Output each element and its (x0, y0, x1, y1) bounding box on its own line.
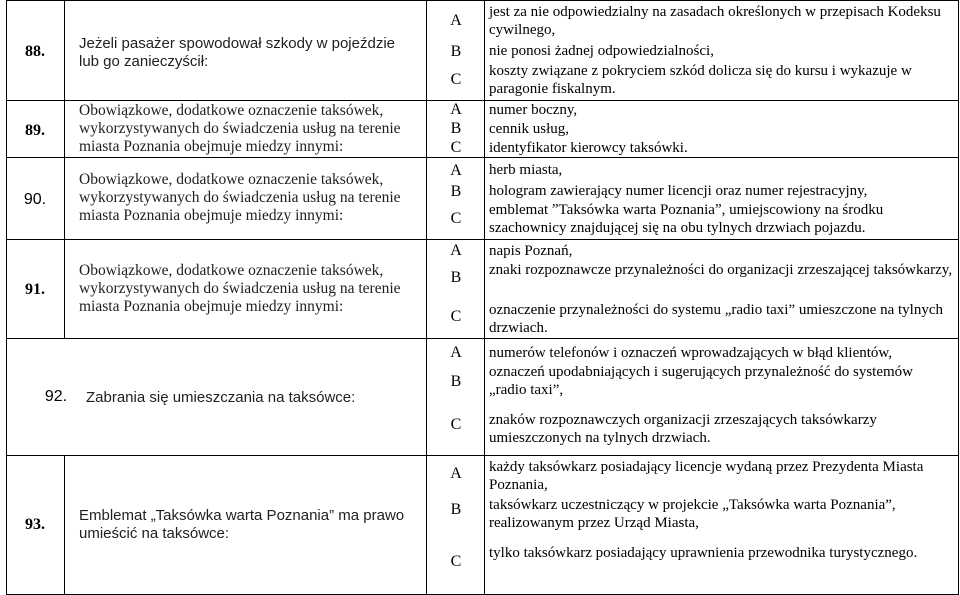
question-number: 92. (44, 388, 68, 405)
divider (958, 100, 959, 157)
answer-text: emblemat ˮTaksówka warta Poznaniaˮ, umiejscowiony na środku szachownicy znajdującej się na obu tylnych drzwiach pojazdu. (489, 202, 884, 236)
answer-text: herb miasta, (489, 162, 563, 178)
answer-text: taksówkarz uczestniczący w projekcie „Taksówka warta Poznania”, realizowanym przez Urząd Miasta, (489, 497, 896, 531)
answer-text: znaki rozpoznawcze przynależności do organizacji zrzeszającej taksówkarzy, (489, 262, 953, 278)
question-number: 91. (25, 281, 45, 298)
divider (426, 239, 427, 338)
answer-letter: B (450, 269, 462, 286)
answer-letter: B (450, 183, 462, 200)
answer-letter: A (450, 12, 462, 29)
divider (6, 338, 7, 455)
divider (6, 455, 959, 456)
answer-letter: C (450, 308, 462, 325)
divider (958, 338, 959, 455)
question-91 (0, 239, 960, 338)
question-number: 88. (25, 43, 45, 60)
divider (426, 338, 427, 455)
divider (426, 157, 427, 239)
answer-letter: A (450, 344, 462, 361)
divider (426, 455, 427, 595)
divider (484, 0, 485, 100)
divider (64, 0, 65, 100)
answer-letter: C (450, 416, 462, 433)
divider (64, 239, 65, 338)
answer-letter: A (450, 242, 462, 259)
question-text: Obowiązkowe, dodatkowe oznaczenie taksówek, wykorzystywanych do świadczenia usług na terenie miasta Poznania obejmuje miedzy innymi: (79, 171, 401, 224)
answer-text: hologram zawierający numer licencji oraz numer rejestracyjny, (489, 183, 868, 199)
divider (6, 157, 959, 158)
divider (64, 157, 65, 239)
answer-letter: C (450, 553, 462, 570)
answer-letter: A (450, 162, 462, 179)
divider (484, 239, 485, 338)
answer-text: znaków rozpoznawczych organizacji zrzeszających taksówkarzy umieszczonych na tylnych drzwiach. (489, 412, 877, 446)
answer-text: identyfikator kierowcy taksówki. (489, 140, 688, 156)
answer-letter: B (450, 501, 462, 518)
divider (426, 100, 427, 157)
divider (958, 239, 959, 338)
question-92 (0, 338, 960, 455)
question-93 (0, 455, 960, 595)
question-88 (0, 0, 960, 100)
question-text: Zabrania się umieszczania na taksówce: (86, 389, 356, 406)
answer-text: jest za nie odpowiedzialny na zasadach określonych w przepisach Kodeksu cywilnego, (489, 4, 941, 38)
answer-letter: C (450, 71, 462, 88)
question-number: 89. (25, 122, 45, 139)
divider (958, 455, 959, 595)
answer-text: oznaczenie przynależności do systemu „radio taxi” umieszczone na tylnych drzwiach. (489, 302, 943, 336)
answer-text: każdy taksówkarz posiadający licencje wydaną przez Prezydenta Miasta Poznania, (489, 459, 924, 493)
answer-letter: C (450, 210, 462, 227)
answer-letter: C (450, 139, 462, 156)
divider (6, 0, 959, 1)
answer-text: numer boczny, (489, 102, 578, 118)
answer-letter: B (450, 373, 462, 390)
divider (484, 100, 485, 157)
divider (64, 455, 65, 595)
answer-letter: A (450, 101, 462, 118)
divider (426, 0, 427, 100)
answer-text: nie ponosi żadnej odpowiedzialności, (489, 43, 714, 59)
answer-text: cennik usług, (489, 121, 569, 137)
answer-text: tylko taksówkarz posiadający uprawnienia przewodnika turystycznego. (489, 545, 918, 561)
question-number: 93. (25, 516, 45, 533)
question-89 (0, 100, 960, 157)
answer-letter: A (450, 465, 462, 482)
question-90 (0, 157, 960, 239)
question-text: Emblemat „Taksówka warta Poznania” ma prawo umieścić na taksówce: (79, 507, 405, 542)
answer-text: oznaczeń upodabniających i sugerujących przynależność do systemów „radio taxi”, (489, 364, 913, 398)
question-text: Jeżeli pasażer spowodował szkody w pojeździe lub go zanieczyścił: (79, 35, 395, 70)
divider (6, 338, 959, 339)
answer-text: numerów telefonów i oznaczeń wprowadzających w błąd klientów, (489, 345, 893, 361)
divider (958, 157, 959, 239)
divider (484, 338, 485, 455)
divider (6, 239, 959, 240)
divider (958, 0, 959, 100)
divider (64, 100, 65, 157)
answer-text: napis Poznań, (489, 243, 573, 259)
divider (484, 455, 485, 595)
question-text: Obowiązkowe, dodatkowe oznaczenie taksówek, wykorzystywanych do świadczenia usług na terenie miasta Poznania obejmuje miedzy innymi: (79, 102, 401, 155)
answer-text: koszty związane z pokryciem szkód dolicza się do kursu i wykazuje w paragonie fiskalnym. (489, 63, 912, 97)
divider (484, 157, 485, 239)
answer-letter: B (450, 43, 462, 60)
answer-letter: B (450, 120, 462, 137)
question-text: Obowiązkowe, dodatkowe oznaczenie taksówek, wykorzystywanych do świadczenia usług na terenie miasta Poznania obejmuje miedzy innymi: (79, 262, 401, 315)
question-number: 90. (23, 191, 47, 208)
